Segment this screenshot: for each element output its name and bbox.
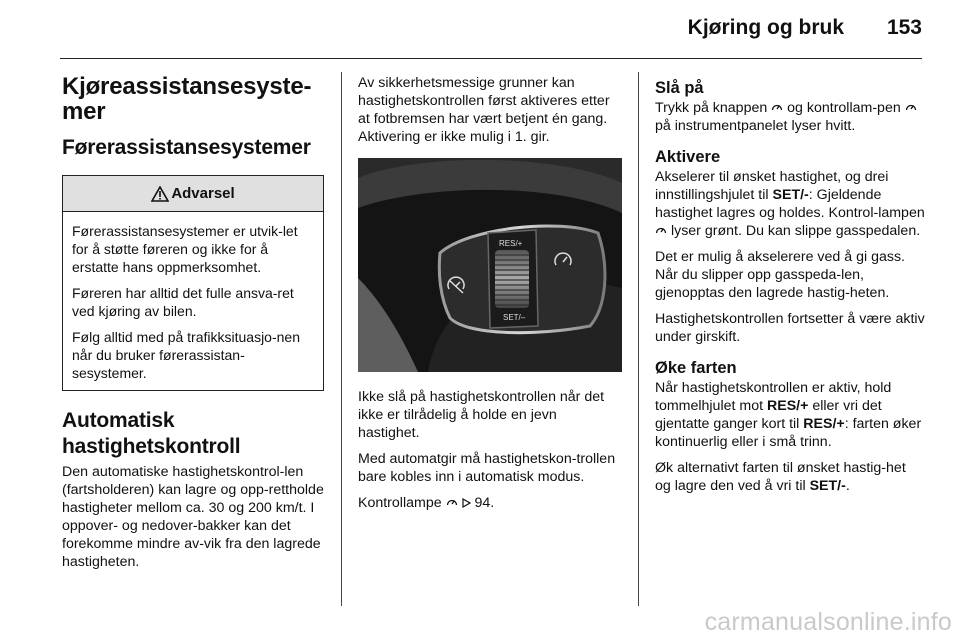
page-header <box>60 0 922 62</box>
set-minus-control: SET/- <box>809 478 846 494</box>
body-text: Hastighetskontrollen fortsetter å være aktiv under girskift. <box>655 311 925 345</box>
heading-sla-pa: Slå på <box>655 79 704 97</box>
steering-wheel-controls-image <box>358 158 622 372</box>
body-text-fragment: Øk alternativt farten til ønsket hastig-het og lagre den ved å vri til <box>655 460 906 494</box>
heading-aktivere: Aktivere <box>655 148 721 166</box>
body-text-fragment: og kontrollam-pen <box>787 100 901 116</box>
column-middle <box>358 74 622 520</box>
heading-oke-farten: Øke farten <box>655 359 737 377</box>
body-text: Den automatiske hastighetskontrol-len (fartsholderen) kan lagre og opp-rettholde hastigheter mellom ca. 30 og 200 km/t. I oppover- og nedover-bakker kan det forekomme mindre av-vik fra den lagrede hastigheten. <box>62 464 324 570</box>
body-text-fragment: : Gjeldende hastighet lagres og holdes. Kontrol-lampen <box>655 187 925 221</box>
page-reference-link[interactable]: 94. <box>474 495 495 511</box>
body-text-fragment: Trykk på knappen <box>655 100 768 116</box>
page-number: 153 <box>886 16 922 39</box>
column-divider <box>341 72 342 606</box>
warning-box <box>62 175 324 391</box>
warning-text: Føreren har alltid det fulle ansva-ret ved kjøring av bilen. <box>72 285 294 319</box>
section-title: Kjøring og bruk <box>687 16 844 39</box>
body-text <box>655 379 925 451</box>
res-plus-control: RES/+ <box>803 416 845 432</box>
body-text: Det er mulig å akselerere ved å gi gass. Når du slipper opp gasspeda-len, gjenopptas den lagrede hastig-heten. <box>655 249 905 301</box>
warning-header <box>63 176 323 212</box>
body-text-fragment: : farten øker kontinuerlig eller i små trinn. <box>655 416 922 450</box>
main-heading: Kjøreassistansesyste-mer <box>62 73 312 125</box>
body-text: Ikke slå på hastighetskontrollen når det ikke er tilrådelig å holde en jevn hastighet. <box>358 389 605 441</box>
body-text-fragment: . <box>845 478 850 494</box>
cruise-control-icon <box>771 102 783 113</box>
body-text <box>655 168 925 240</box>
column-right <box>655 78 925 503</box>
warning-text: Følg alltid med på trafikksituasjo-nen når du bruker førerassistan-sesystemer. <box>72 329 300 381</box>
set-minus-control: SET/- <box>772 187 809 203</box>
cruise-control-icon <box>655 225 667 236</box>
watermark: carmanualsonline.info <box>704 608 952 636</box>
column-left <box>62 74 324 579</box>
body-text-fragment: Akselerer til ønsket hastighet, og drei innstillingshjulet til <box>655 169 889 203</box>
warning-text: Førerassistansesystemer er utvik-let for å støtte føreren og ikke for å erstatte hans oppmerksomhet. <box>72 223 298 275</box>
res-plus-control: RES/+ <box>766 398 809 414</box>
res-plus-label: RES/+ <box>499 239 523 248</box>
warning-triangle-icon <box>151 186 169 202</box>
body-text: Av sikkerhetsmessige grunner kan hastighetskontrollen først aktiveres etter at fotbremsen har vært betjent én gang. Aktivering er ikke mulig i 1. gir. <box>358 75 610 145</box>
warning-title: Advarsel <box>171 185 235 202</box>
cruise-control-icon <box>446 497 458 508</box>
body-text-fragment: lyser grønt. Du kan slippe gasspedalen. <box>670 223 921 239</box>
body-text <box>655 99 925 135</box>
column-divider <box>638 72 639 606</box>
warning-body <box>63 212 323 382</box>
section-heading: Automatisk hastighetskontroll <box>62 409 241 458</box>
body-text-fragment: Når hastighetskontrollen er aktiv, hold tommelhjulet mot <box>655 380 892 414</box>
body-text-fragment: Kontrollampe <box>358 495 442 511</box>
body-text-fragment: på instrumentpanelet lyser hvitt. <box>655 118 856 134</box>
sub-heading: Førerassistansesystemer <box>62 136 311 159</box>
page-reference-icon <box>462 498 471 508</box>
cruise-control-icon <box>905 102 917 113</box>
body-text-fragment: eller vri det gjentatte ganger kort til <box>655 398 882 432</box>
set-minus-label: SET/– <box>503 313 526 322</box>
header-divider <box>60 58 922 59</box>
body-text <box>655 459 925 495</box>
body-text <box>358 494 622 512</box>
body-text: Med automatgir må hastighetskon-trollen bare kobles inn i automatisk modus. <box>358 451 616 485</box>
